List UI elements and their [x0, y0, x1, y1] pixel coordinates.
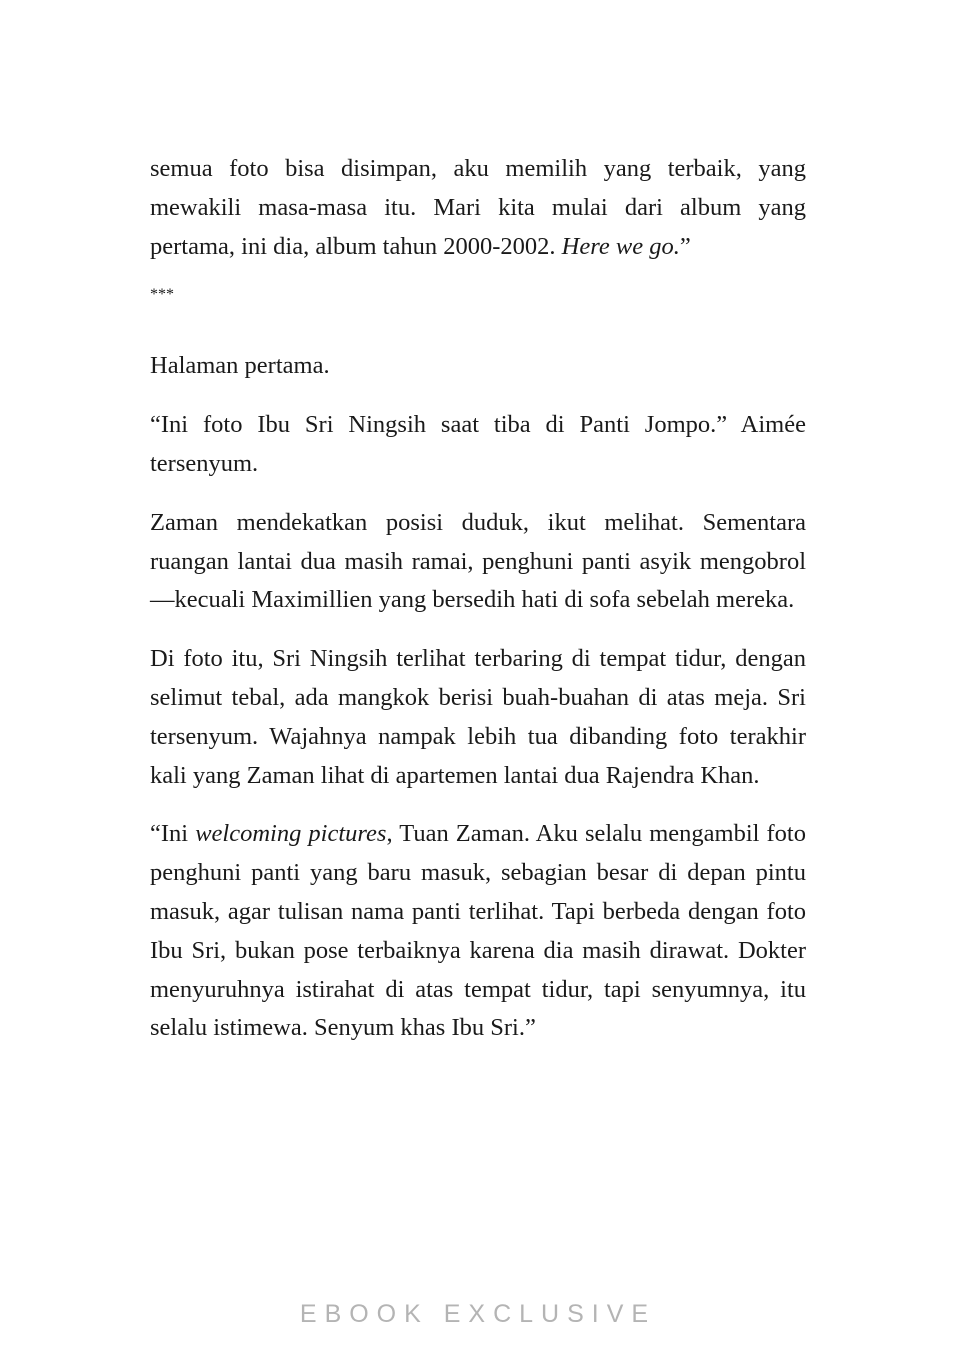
paragraph: [150, 504, 806, 620]
text-run: Zaman mendekatkan posisi duduk, ikut melihat. Sementara ruangan lantai dua masih ramai, penghuni panti asyik mengobrol—kecuali Maximillien yang bersedih hati di sofa sebelah mereka.: [150, 508, 806, 614]
italic-text-run: Here we go.: [561, 232, 680, 260]
paragraph: [150, 406, 806, 484]
text-run: ”: [679, 232, 691, 260]
paragraph-continuation: [150, 150, 806, 266]
paragraph: [150, 640, 806, 795]
text-run: “Ini: [150, 820, 196, 848]
page-content: [150, 150, 806, 1068]
italic-text-run: welcoming pictures: [195, 820, 387, 848]
text-run: semua foto bisa disimpan, aku memilih yang terbaik, yang mewakili masa-masa itu. Mari kita mulai dari album yang pertama, ini dia, album tahun 2000-2002.: [150, 155, 806, 260]
footer-watermark: EBOOK EXCLUSIVE: [299, 1300, 657, 1328]
text-run: Di foto itu, Sri Ningsih terlihat terbaring di tempat tidur, dengan selimut tebal, ada mangkok berisi buah-buahan di atas meja. Sri tersenyum. Wajahnya nampak lebih tua dibanding foto terakhir kali yang Zaman lihat di apartemen lantai dua Rajendra Khan.: [150, 645, 806, 789]
paragraph: [150, 347, 806, 386]
text-run: Halaman pertama.: [150, 352, 330, 380]
text-run: “Ini foto Ibu Sri Ningsih saat tiba di Panti Jompo.” Aimée tersenyum.: [150, 411, 806, 477]
paragraph: [150, 815, 806, 1048]
scene-separator: ***: [150, 286, 174, 304]
text-run: , Tuan Zaman. Aku selalu mengambil foto penghuni panti yang baru masuk, sebagian besar di depan pintu masuk, agar tulisan nama panti terlihat. Tapi berbeda dengan foto Ibu Sri, bukan pose terbaiknya karena dia masih dirawat. Dokter menyuruhnya istirahat di atas tempat tidur, tapi senyumnya, itu selalu istimewa. Senyum khas Ibu Sri.”: [150, 820, 806, 1042]
